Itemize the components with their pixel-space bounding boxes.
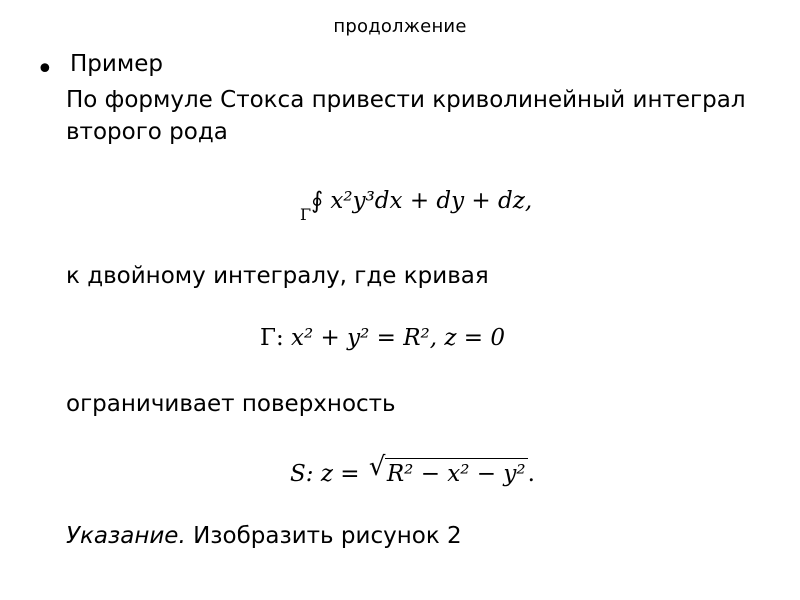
curve-expression: x² + y² = R², z = 0 <box>291 325 506 351</box>
surface-lhs: z = <box>320 461 360 487</box>
slide-header: продолжение <box>333 16 467 37</box>
intro-line-2: второго рода <box>66 119 228 145</box>
line-integral-formula <box>300 188 532 224</box>
hint-line <box>66 520 462 552</box>
text-bounds-surface: ограничивает поверхность <box>66 391 396 417</box>
hint-label: Указание. <box>66 523 186 549</box>
surface-tail: . <box>527 461 535 487</box>
contour-integral-sign: ∮ <box>311 188 324 214</box>
square-root <box>368 452 528 487</box>
bullet-point: • <box>36 52 54 87</box>
contour-subscript: Γ <box>300 205 312 224</box>
intro-line-1: По формуле Стокса привести криволинейный интеграл <box>66 87 746 113</box>
radicand-expression: R² − x² − y² <box>385 458 528 487</box>
integrand-expression: x²y³dx + dy + dz, <box>330 188 533 214</box>
surface-label: S: <box>290 461 314 487</box>
curve-equation <box>260 325 505 351</box>
example-title: Пример <box>70 51 163 77</box>
text-double-integral: к двойному интегралу, где кривая <box>66 263 489 289</box>
radical-sign-icon: √ <box>368 452 386 482</box>
surface-equation <box>290 452 535 487</box>
hint-text: Изобразить рисунок 2 <box>185 523 462 549</box>
example-intro <box>66 84 746 148</box>
curve-label: Γ: <box>260 325 284 351</box>
